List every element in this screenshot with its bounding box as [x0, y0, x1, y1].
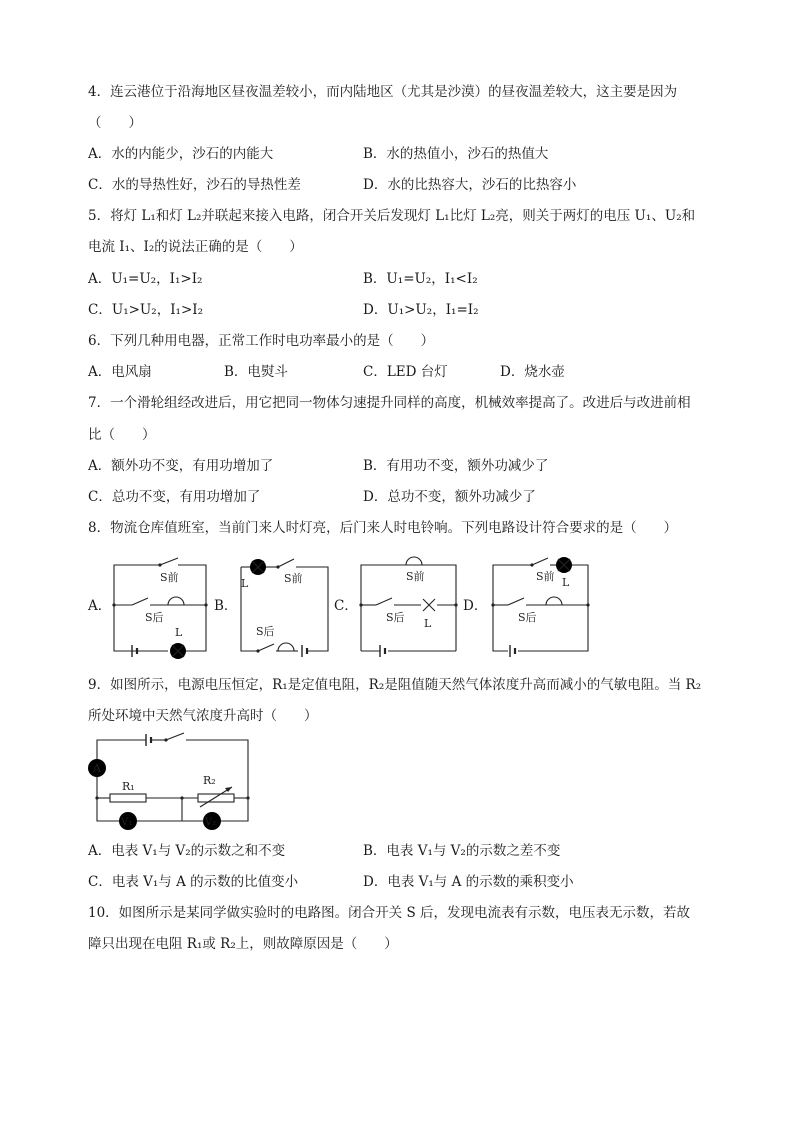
- q8-b-s-back: S后: [256, 625, 275, 638]
- q9-ammeter-label: A: [93, 762, 101, 775]
- q8-a-s-back: S后: [145, 611, 164, 624]
- q5-option-d[interactable]: D．U₁>U₂，I₁=I₂: [363, 302, 479, 318]
- q7-option-a[interactable]: A．额外功不变，有用功增加了: [88, 458, 274, 474]
- q8-option-d-label[interactable]: D．: [463, 598, 488, 614]
- q5-stem-line1: 5．将灯 L₁和灯 L₂并联起来接入电路，闭合开关后发现灯 L₁比灯 L₂亮，则关于两灯的电压 U₁、U₂和: [88, 208, 696, 224]
- q9-option-c[interactable]: C．电表 V₁与 A 的示数的比值变小: [88, 874, 299, 890]
- q8-b-s-front: S前: [284, 572, 303, 585]
- q9-v1-label: V₁: [121, 817, 133, 828]
- q4-stem: 4．连云港位于沿海地区昼夜温差较小，而内陆地区（尤其是沙漠）的昼夜温差较大，这主要是因为: [88, 84, 678, 100]
- q8-a-lamp: L: [175, 626, 183, 639]
- q9-option-b[interactable]: B．电表 V₁与 V₂的示数之差不变: [363, 843, 561, 859]
- q5-stem-line2: 电流 I₁、I₂的说法正确的是（ ）: [88, 239, 303, 255]
- q7-stem-line2: 比（ ）: [88, 427, 156, 443]
- q8-circuit-b[interactable]: [236, 555, 336, 660]
- q6-option-d[interactable]: D．烧水壶: [500, 364, 565, 380]
- q4-option-a[interactable]: A．水的内能少，沙石的内能大: [88, 146, 274, 162]
- q4-bracket: （ ）: [88, 115, 142, 131]
- q9-option-d[interactable]: D．电表 V₁与 A 的示数的乘积变小: [363, 874, 574, 890]
- q4-option-c[interactable]: C．水的导热性好，沙石的导热性差: [88, 177, 301, 193]
- q9-stem-line1: 9．如图所示，电源电压恒定，R₁是定值电阻，R₂是阻值随天然气体浓度升高而减小的气敏电阻。当 R₂: [88, 677, 702, 693]
- q7-option-c[interactable]: C．总功不变，有用功增加了: [88, 489, 261, 505]
- q6-option-b[interactable]: B．电熨斗: [224, 364, 288, 380]
- q7-option-b[interactable]: B．有用功不变，额外功减少了: [363, 458, 549, 474]
- q8-option-b-label[interactable]: B．: [214, 598, 238, 614]
- q6-option-c[interactable]: C．LED 台灯: [363, 364, 448, 380]
- q8-circuit-a[interactable]: [110, 555, 215, 660]
- q7-stem-line1: 7．一个滑轮组经改进后，用它把同一物体匀速提升同样的高度，机械效率提高了。改进后与改进前相: [88, 395, 691, 411]
- q8-d-lamp: L: [562, 576, 570, 589]
- q9-r2-label: R₂: [203, 774, 216, 787]
- q8-b-lamp: L: [241, 577, 249, 590]
- q8-c-lamp: L: [424, 617, 432, 630]
- q9-r1-label: R₁: [122, 780, 135, 793]
- q8-a-s-front: S前: [160, 571, 179, 584]
- q6-stem: 6．下列几种用电器，正常工作时电功率最小的是（ ）: [88, 333, 435, 349]
- q10-stem-line1: 10．如图所示是某同学做实验时的电路图。闭合开关 S 后，发现电流表有示数，电压表无示数，若故: [88, 905, 691, 921]
- q7-option-d[interactable]: D．总功不变，额外功减少了: [363, 489, 536, 505]
- q5-option-a[interactable]: A．U₁=U₂，I₁>I₂: [88, 271, 203, 287]
- q8-circuit-c[interactable]: [358, 555, 463, 663]
- q8-c-s-back: S后: [386, 611, 405, 624]
- q8-c-s-front: S前: [406, 570, 425, 583]
- q8-d-s-back: S后: [518, 611, 537, 624]
- q9-v2-label: V₂: [205, 817, 217, 828]
- q8-option-a-label[interactable]: A．: [88, 598, 112, 614]
- q8-stem: 8．物流仓库值班室，当前门来人时灯亮，后门来人时电铃响。下列电路设计符合要求的是（ ）: [88, 520, 678, 536]
- q5-option-b[interactable]: B．U₁=U₂，I₁<I₂: [363, 271, 478, 287]
- q9-stem-line2: 所处环境中天然气浓度升高时（ ）: [88, 708, 318, 724]
- q9-circuit: [88, 735, 258, 835]
- q8-d-s-front: S前: [536, 570, 555, 583]
- q5-option-c[interactable]: C．U₁>U₂，I₁>I₂: [88, 302, 204, 318]
- q8-option-c-label[interactable]: C．: [334, 598, 358, 614]
- q6-option-a[interactable]: A．电风扇: [88, 364, 152, 380]
- q4-option-b[interactable]: B．水的热值小，沙石的热值大: [363, 146, 549, 162]
- q8-circuit-d[interactable]: [488, 555, 598, 660]
- q9-option-a[interactable]: A．电表 V₁与 V₂的示数之和不变: [88, 843, 286, 859]
- q10-stem-line2: 障只出现在电阻 R₁或 R₂上，则故障原因是（ ）: [88, 936, 398, 952]
- q4-option-d[interactable]: D．水的比热容大，沙石的比热容小: [363, 177, 577, 193]
